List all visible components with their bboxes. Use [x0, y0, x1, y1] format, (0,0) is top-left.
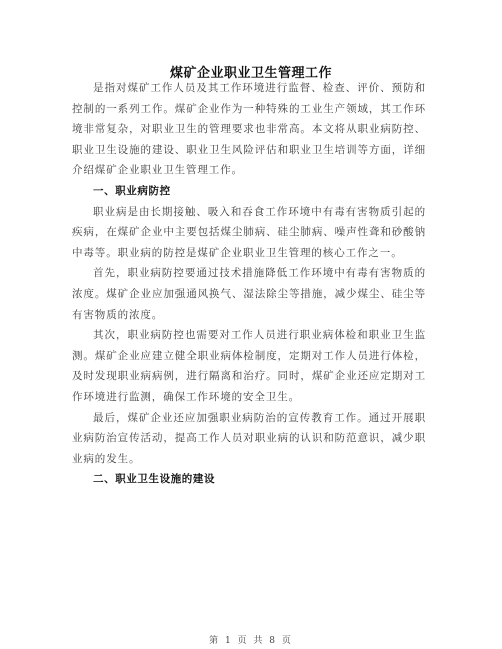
paragraph: 首先，职业病防控要通过技术措施降低工作环境中有毒有害物质的浓度。煤矿企业应加强通风换气、湿法除尘等措施，减少煤尘、硅尘等有害物质的浓度。: [72, 267, 426, 321]
document-body: [72, 78, 426, 490]
section-heading-facilities: 二、职业卫生设施的建设: [93, 473, 216, 486]
page-footer: 第 1 页 共 8 页: [209, 636, 293, 646]
section-heading-occupational-disease: 一、职业病防控: [93, 184, 171, 197]
paragraph: 其次，职业病防控也需要对工作人员进行职业病体检和职业卫生监测。煤矿企业应建立健全职业病体检制度，定期对工作人员进行体检，及时发现职业病病例，进行隔离和治疗。同时，煤矿企业还应定期对工作环境进行监测，确保工作环境的安全卫生。: [72, 329, 426, 403]
paragraph: 职业病是由长期接触、吸入和吞食工作环境中有毒有害物质引起的疾病，在煤矿企业中主要包括煤尘肺病、硅尘肺病、噪声性聋和砂酸钠中毒等。职业病的防控是煤矿企业职业卫生管理的核心工作之一。: [72, 205, 426, 259]
paragraph: 最后，煤矿企业还应加强职业病防治的宣传教育工作。通过开展职业病防治宣传活动，提高工作人员对职业病的认识和防范意识，减少职业病的发生。: [72, 411, 426, 465]
document-title: 煤矿企业职业卫生管理工作: [169, 66, 332, 81]
intro-paragraph: 是指对煤矿工作人员及其工作环境进行监督、检查、评价、预防和控制的一系列工作。煤矿企业作为一种特殊的工业生产领域，其工作环境非常复杂，对职业卫生的管理要求也非常高。本文将从职业病防控、职业卫生设施的建设、职业卫生风险评估和职业卫生培训等方面，详细介绍煤矿企业职业卫生管理工作。: [72, 82, 426, 177]
